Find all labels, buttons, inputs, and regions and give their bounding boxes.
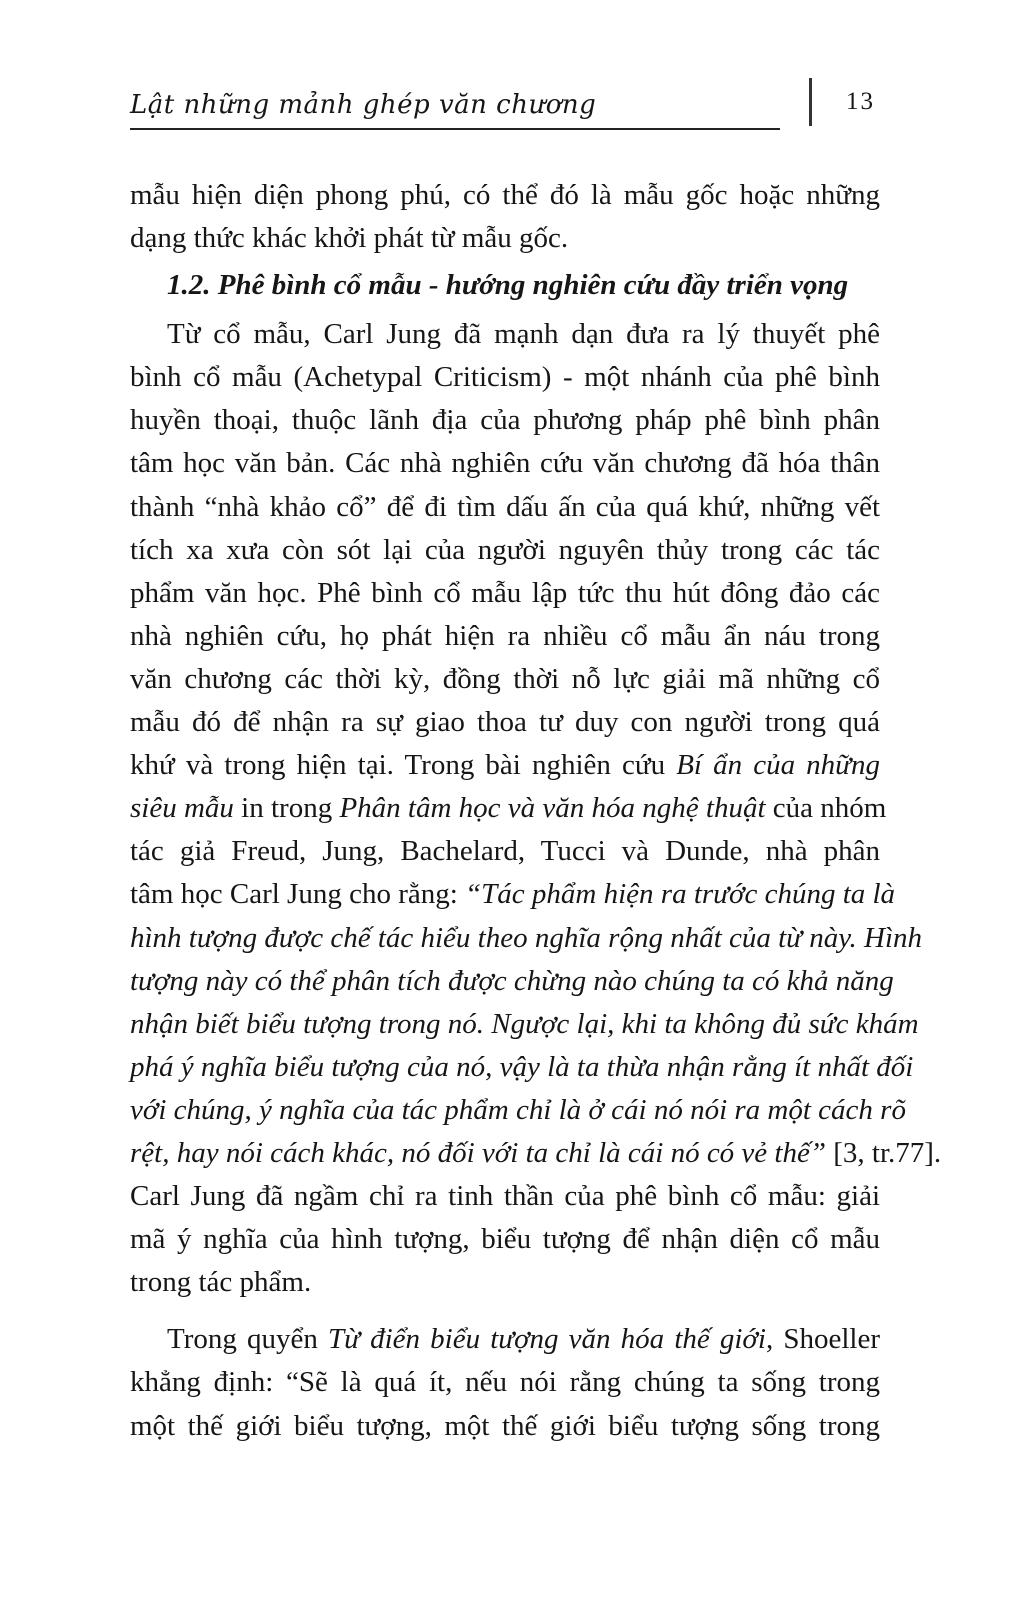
text-segment: Từ cổ mẫu, Carl Jung đã mạnh dạn đưa ra lý thuyết phê	[167, 318, 880, 351]
text-line	[130, 1218, 880, 1261]
page-body	[130, 174, 942, 1448]
text-line	[130, 1261, 880, 1304]
text-segment: mẫu hiện diện phong phú, có thể đó là mẫu gốc hoặc những	[130, 179, 880, 211]
text-segment: trong tác phẩm.	[130, 1266, 312, 1299]
text-line	[130, 658, 880, 701]
text-segment: tích xa xưa còn sót lại của người nguyên thủy trong các tác	[130, 533, 880, 566]
text-segment: dạng thức khác khởi phát từ mẫu gốc.	[130, 222, 569, 255]
text-line	[130, 873, 896, 916]
text-line	[130, 313, 880, 356]
text-line	[130, 1089, 906, 1132]
text-line	[130, 1318, 880, 1361]
text-segment: khẳng định: “Sẽ là quá ít, nếu nói rằng chúng ta sống trong	[130, 1366, 880, 1399]
text-segment: , Shoeller	[765, 1323, 880, 1356]
text-line	[130, 917, 923, 960]
italic-text: “Tác phẩm hiện ra trước chúng ta là	[465, 878, 896, 911]
header-rule	[130, 128, 780, 130]
text-line	[130, 615, 880, 658]
text-segment: [3, tr.77].	[826, 1136, 942, 1169]
text-line	[130, 701, 880, 744]
text-line	[130, 217, 880, 260]
text-segment: nhà nghiên cứu, họ phát hiện ra nhiều cổ mẫu ẩn náu trong	[130, 619, 880, 652]
italic-text: nhận biết biểu tượng trong nó. Ngược lại, khi ta không đủ sức khám	[130, 1007, 919, 1040]
text-segment: một thế giới biểu tượng, một thế giới biểu tượng sống trong	[130, 1409, 880, 1442]
text-segment: khứ và trong hiện tại. Trong bài nghiên cứu	[130, 749, 677, 782]
text-segment: Trong quyển	[167, 1323, 328, 1356]
text-line	[130, 1175, 880, 1218]
italic-text: hình tượng được chế tác hiểu theo nghĩa rộng nhất của từ này. Hình	[130, 921, 923, 954]
text-line	[130, 174, 880, 217]
text-line	[130, 1046, 914, 1089]
page-number: 13	[846, 88, 875, 115]
italic-text: rệt, hay nói cách khác, nó đối với ta chỉ là cái nó có vẻ thế”	[130, 1136, 826, 1169]
text-line	[130, 830, 880, 873]
text-segment: in trong	[233, 792, 340, 825]
text-line	[130, 529, 880, 572]
text-line	[130, 1003, 919, 1046]
text-line	[130, 356, 880, 399]
text-segment: văn chương các thời kỳ, đồng thời nỗ lực giải mã những cổ	[130, 662, 880, 695]
text-segment: huyền thoại, thuộc lãnh địa của phương pháp phê bình phân	[130, 404, 880, 437]
italic-text: siêu mẫu	[130, 792, 234, 825]
text-segment: của nhóm	[765, 792, 887, 825]
text-segment: tâm học văn bản. Các nhà nghiên cứu văn chương đã hóa thân	[130, 447, 880, 480]
text-line	[130, 486, 880, 529]
italic-text: với chúng, ý nghĩa của tác phẩm chỉ là ở cái nó nói ra một cách rõ	[130, 1093, 906, 1126]
header-divider	[809, 78, 812, 126]
text-line	[130, 960, 894, 1003]
text-line	[130, 572, 880, 615]
text-segment: bình cổ mẫu (Achetypal Criticism) - một nhánh của phê bình	[130, 361, 880, 394]
text-line	[130, 1132, 942, 1175]
italic-text: tượng này có thể phân tích được chừng nào chúng ta có khả năng	[130, 964, 894, 997]
paragraph	[130, 1304, 880, 1447]
text-segment: mẫu đó để nhận ra sự giao thoa tư duy con người trong quá	[130, 706, 880, 739]
text-line	[130, 1405, 880, 1448]
text-segment: mã ý nghĩa của hình tượng, biểu tượng để nhận diện cổ mẫu	[130, 1223, 880, 1256]
text-line	[130, 442, 880, 485]
italic-text: Từ điển biểu tượng văn hóa thế giới	[328, 1323, 766, 1356]
text-segment: Carl Jung đã ngầm chỉ ra tinh thần của phê bình cổ mẫu: giải	[130, 1180, 880, 1213]
text-line	[130, 399, 880, 442]
italic-text: Bí ẩn của những	[676, 749, 880, 782]
paragraph	[130, 174, 880, 260]
text-segment: tác giả Freud, Jung, Bachelard, Tucci và Dunde, nhà phân	[130, 835, 880, 868]
text-line	[130, 1361, 880, 1404]
text-segment: thành “nhà khảo cổ” để đi tìm dấu ấn của quá khứ, những vết	[130, 490, 880, 523]
text-segment: tâm học Carl Jung cho rằng:	[130, 878, 466, 911]
italic-text: phá ý nghĩa biểu tượng của nó, vậy là ta thừa nhận rằng ít nhất đối	[130, 1050, 914, 1083]
text-line	[130, 787, 887, 830]
text-segment: phẩm văn học. Phê bình cổ mẫu lập tức thu hút đông đảo các	[130, 576, 880, 609]
paragraph	[130, 313, 942, 1304]
text-line	[130, 260, 880, 313]
text-segment: 1.2. Phê bình cổ mẫu - hướng nghiên cứu đầy triển vọng	[167, 269, 849, 302]
italic-text: Phân tâm học và văn hóa nghệ thuật	[339, 792, 766, 825]
text-line	[130, 744, 880, 787]
section-heading	[130, 260, 880, 313]
running-title: Lật những mảnh ghép văn chương	[130, 90, 597, 120]
